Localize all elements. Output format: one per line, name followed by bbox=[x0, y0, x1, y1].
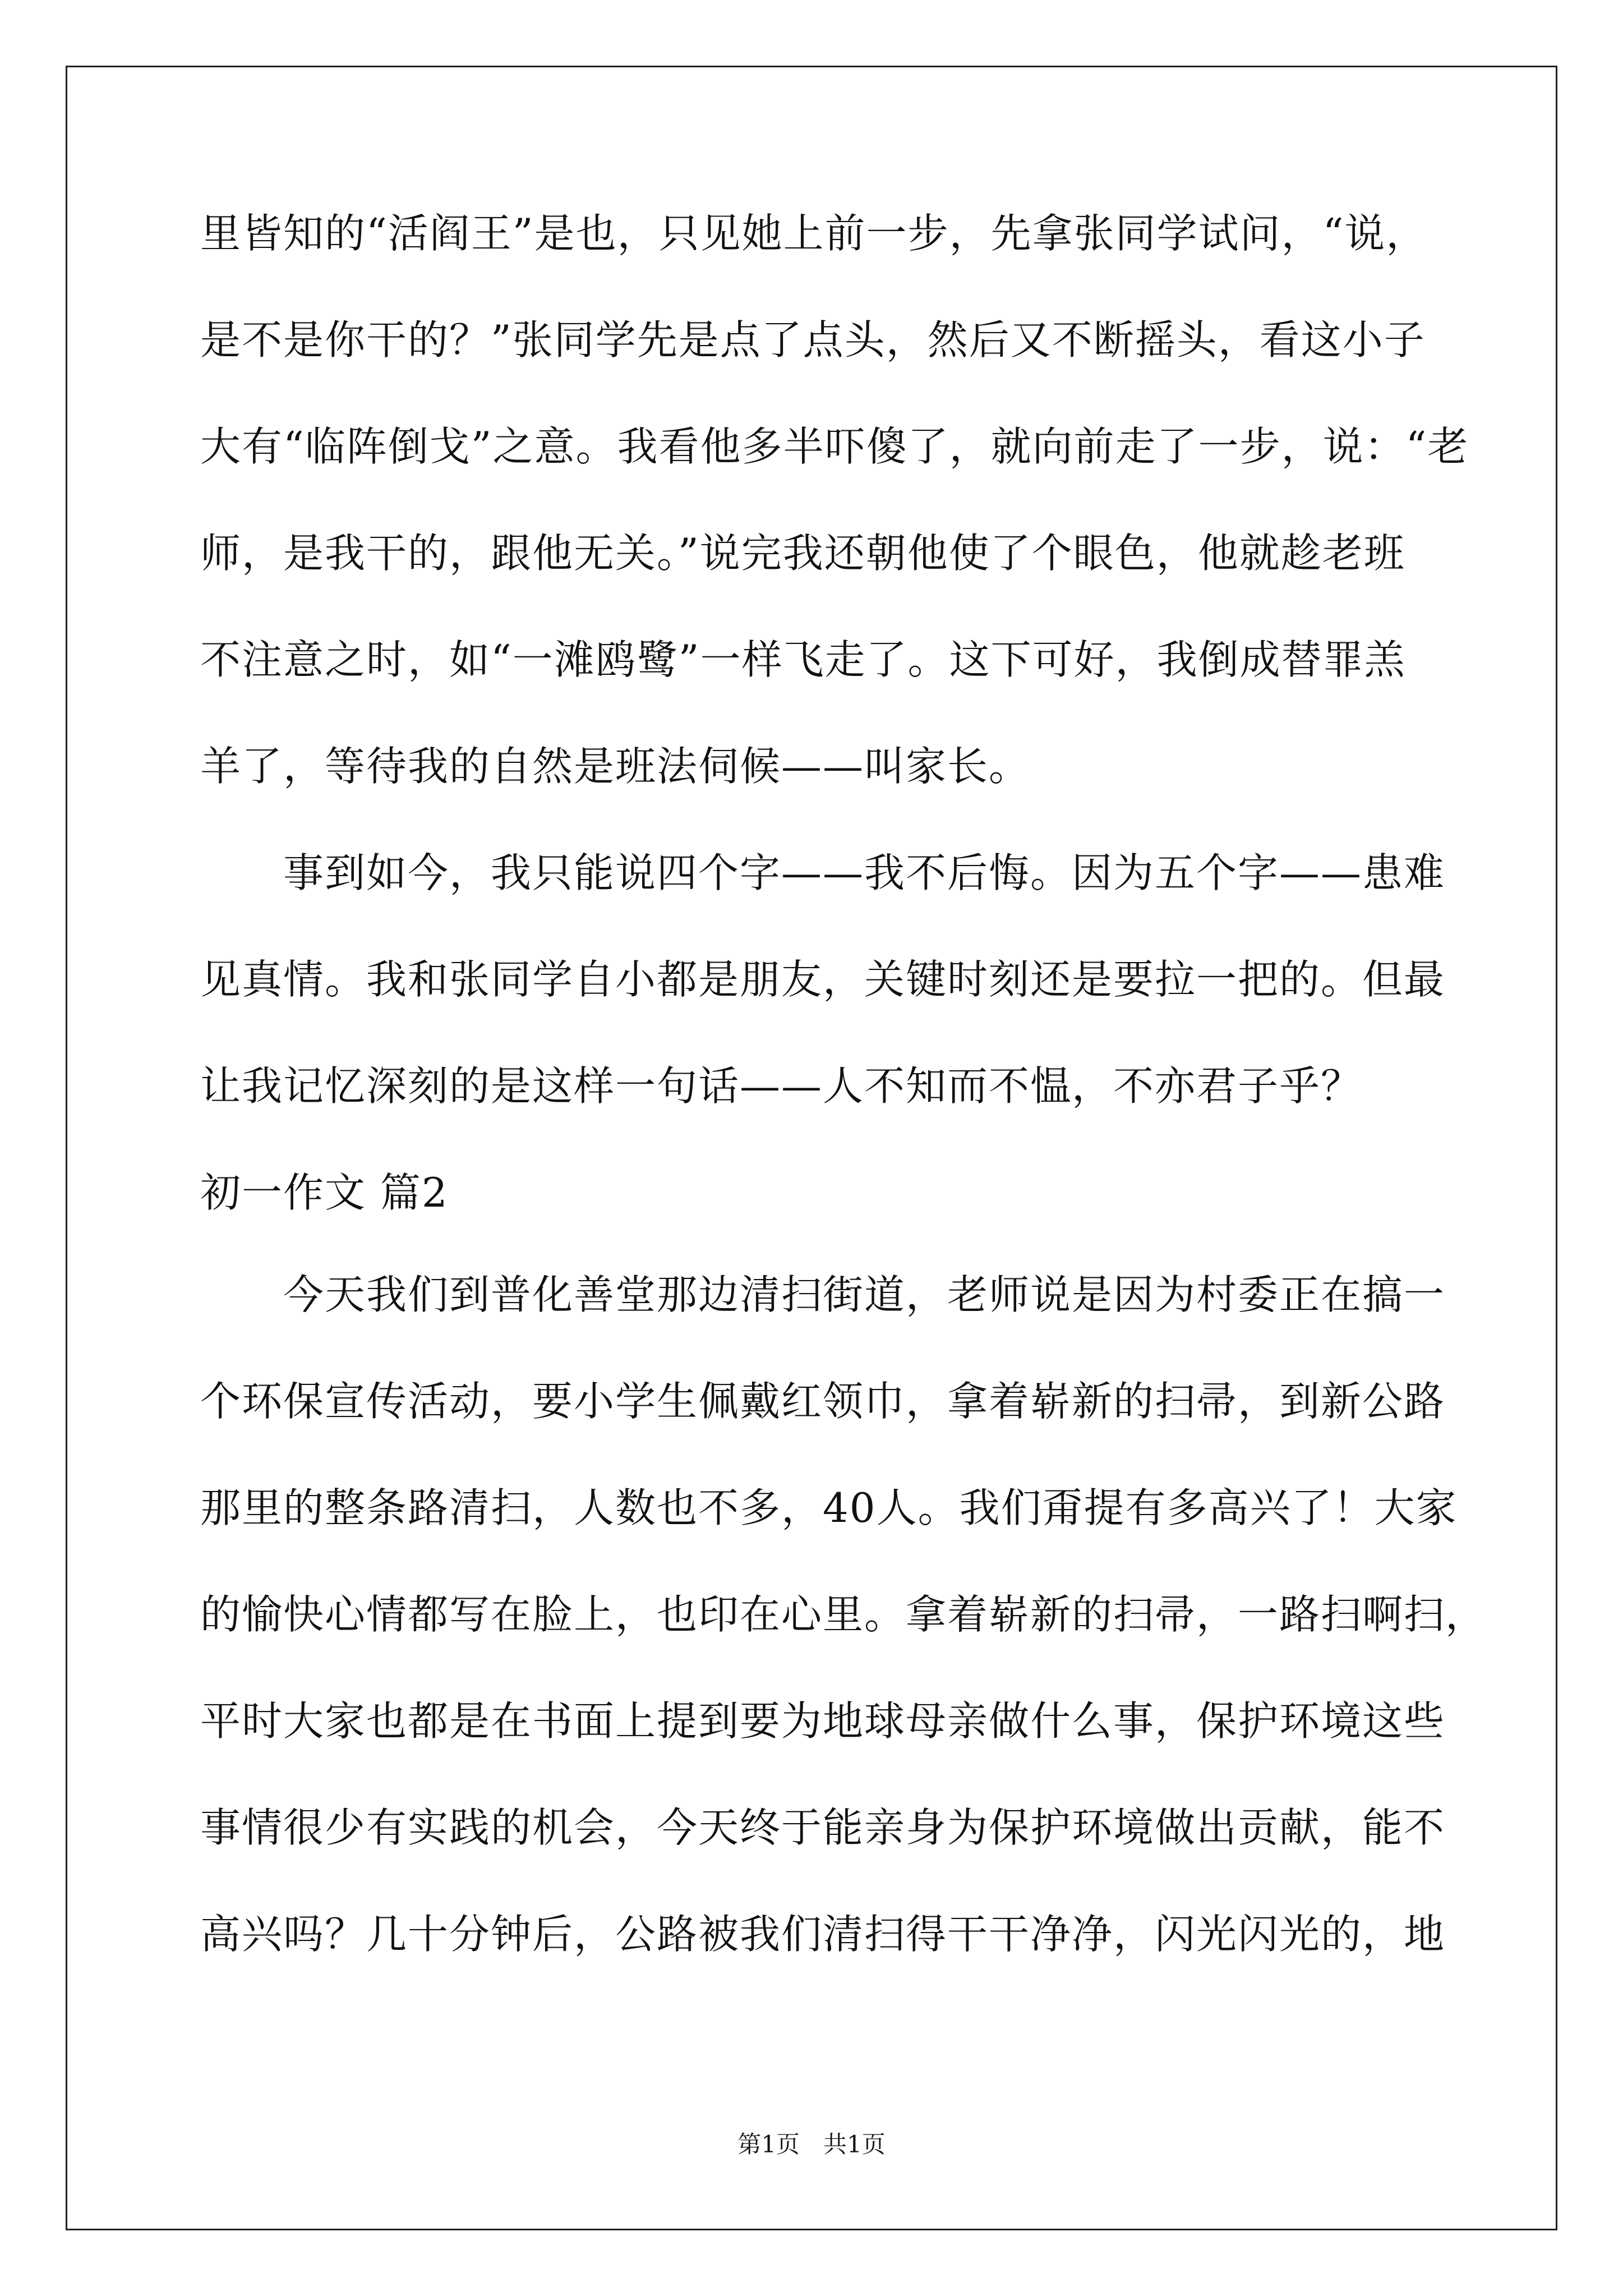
text-line: 个环保宣传活动，要小学生佩戴红领巾，拿着崭新的扫帚，到新公路 bbox=[200, 1378, 1446, 1425]
text-line: 大有“临阵倒戈”之意。我看他多半吓傻了，就向前走了一步，说：“老 bbox=[200, 423, 1469, 470]
text-line: 不注意之时，如“一滩鸥鹭”一样飞走了。这下可好，我倒成替罪羔 bbox=[200, 636, 1406, 683]
section-heading: 初一作文 篇2 bbox=[200, 1169, 449, 1216]
text-line: 今天我们到普化善堂那边清扫街道，老师说是因为村委正在搞一 bbox=[200, 1271, 1446, 1318]
text-line: 事到如今，我只能说四个字——我不后悔。因为五个字——患难 bbox=[200, 849, 1446, 896]
text-line: 见真情。我和张同学自小都是朋友，关键时刻还是要拉一把的。但最 bbox=[200, 956, 1446, 1003]
text-line: 事情很少有实践的机会，今天终于能亲身为保护环境做出贡献，能不 bbox=[200, 1804, 1446, 1851]
text-line: 师，是我干的，跟他无关。”说完我还朝他使了个眼色，他就趁老班 bbox=[200, 530, 1405, 577]
text-line: 高兴吗？几十分钟后，公路被我们清扫得干干净净，闪光闪光的，地 bbox=[200, 1911, 1446, 1958]
document-body bbox=[200, 210, 1487, 2021]
text-line: 羊了，等待我的自然是班法伺候——叫家长。 bbox=[200, 743, 1031, 790]
page-footer: 第1页 共1页 bbox=[737, 2131, 886, 2158]
text-line: 是不是你干的？”张同学先是点了点头，然后又不断摇头，看这小子 bbox=[200, 316, 1426, 364]
text-line: 里皆知的“活阎王”是也，只见她上前一步，先拿张同学试问，“说， bbox=[200, 210, 1428, 257]
text-line: 让我记忆深刻的是这样一句话——人不知而不愠，不亦君子乎？ bbox=[200, 1062, 1363, 1110]
text-line: 那里的整条路清扫，人数也不多，40人。我们甭提有多高兴了！大家 bbox=[200, 1484, 1458, 1531]
text-line: 平时大家也都是在书面上提到要为地球母亲做什么事，保护环境这些 bbox=[200, 1697, 1446, 1745]
text-line: 的愉快心情都写在脸上，也印在心里。拿着崭新的扫帚，一路扫啊扫， bbox=[200, 1591, 1487, 1638]
